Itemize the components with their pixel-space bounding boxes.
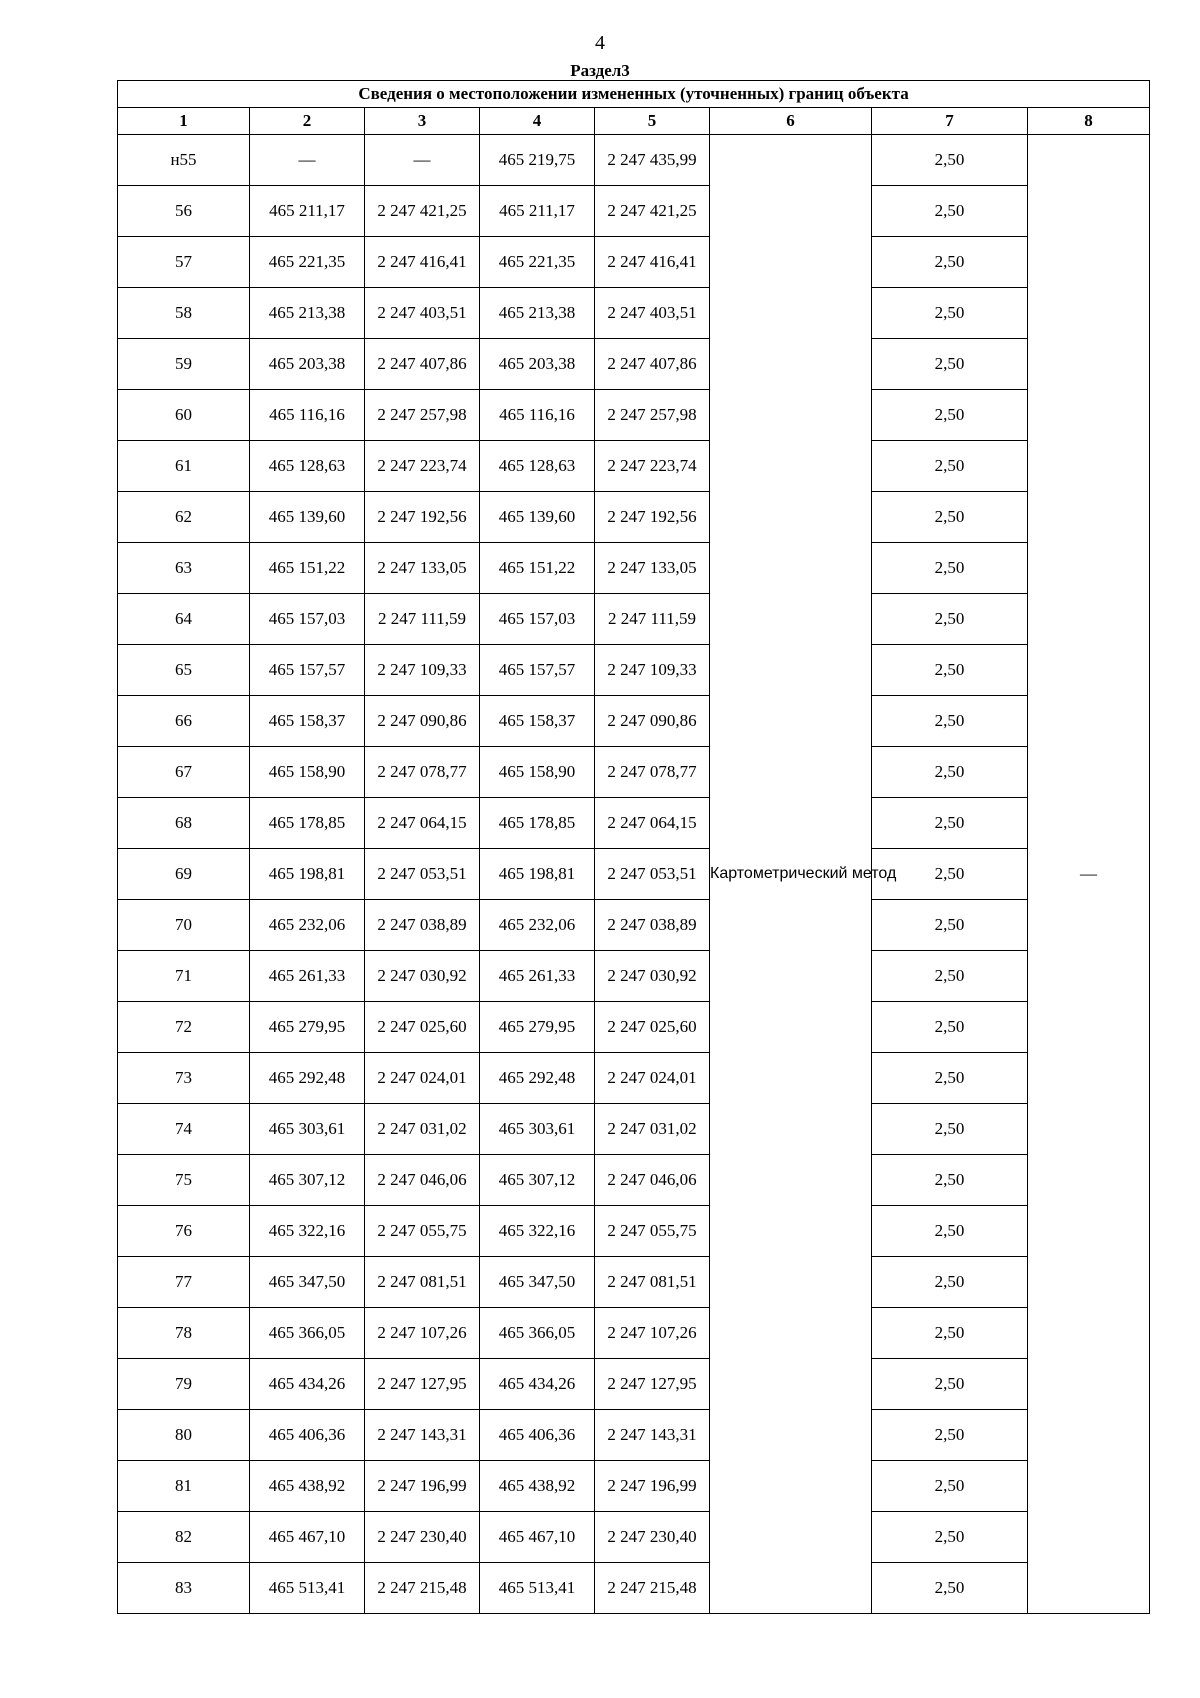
- accuracy-cell: 2,50: [872, 594, 1028, 645]
- new-y-cell: 2 247 257,98: [595, 390, 710, 441]
- table-caption: Сведения о местоположении измененных (уточненных) границ объекта: [118, 81, 1150, 108]
- accuracy-cell: 2,50: [872, 1512, 1028, 1563]
- table-row: [118, 186, 1150, 237]
- table-row: [118, 849, 1150, 900]
- new-x-cell: 465 292,48: [480, 1053, 595, 1104]
- table-row: [118, 696, 1150, 747]
- old-y-cell: 2 247 196,99: [365, 1461, 480, 1512]
- new-x-cell: 465 178,85: [480, 798, 595, 849]
- new-y-cell: 2 247 090,86: [595, 696, 710, 747]
- old-y-cell: 2 247 143,31: [365, 1410, 480, 1461]
- old-y-cell: 2 247 031,02: [365, 1104, 480, 1155]
- old-y-cell: 2 247 078,77: [365, 747, 480, 798]
- old-x-cell: 465 307,12: [250, 1155, 365, 1206]
- old-y-cell: 2 247 223,74: [365, 441, 480, 492]
- new-x-cell: 465 116,16: [480, 390, 595, 441]
- column-8-dash-cell: —: [1028, 135, 1150, 1614]
- point-label-cell: 68: [118, 798, 250, 849]
- old-y-cell: 2 247 055,75: [365, 1206, 480, 1257]
- old-x-cell: 465 513,41: [250, 1563, 365, 1614]
- old-x-cell: 465 347,50: [250, 1257, 365, 1308]
- old-x-cell: 465 292,48: [250, 1053, 365, 1104]
- new-y-cell: 2 247 230,40: [595, 1512, 710, 1563]
- new-x-cell: 465 279,95: [480, 1002, 595, 1053]
- page-number: 4: [595, 32, 605, 54]
- old-y-cell: 2 247 030,92: [365, 951, 480, 1002]
- accuracy-cell: 2,50: [872, 543, 1028, 594]
- point-label-cell: 81: [118, 1461, 250, 1512]
- new-x-cell: 465 303,61: [480, 1104, 595, 1155]
- column-header-5: 5: [595, 108, 710, 135]
- old-y-cell: 2 247 421,25: [365, 186, 480, 237]
- new-y-cell: 2 247 109,33: [595, 645, 710, 696]
- old-y-cell: 2 247 230,40: [365, 1512, 480, 1563]
- accuracy-cell: 2,50: [872, 849, 1028, 900]
- old-y-cell: 2 247 407,86: [365, 339, 480, 390]
- old-x-cell: 465 438,92: [250, 1461, 365, 1512]
- point-label-cell: 76: [118, 1206, 250, 1257]
- table-row: [118, 798, 1150, 849]
- new-x-cell: 465 151,22: [480, 543, 595, 594]
- table-body: [118, 135, 1150, 1614]
- new-x-cell: 465 213,38: [480, 288, 595, 339]
- table-row: [118, 288, 1150, 339]
- point-label-cell: 79: [118, 1359, 250, 1410]
- table-row: [118, 1257, 1150, 1308]
- column-header-3: 3: [365, 108, 480, 135]
- point-label-cell: 58: [118, 288, 250, 339]
- old-x-cell: 465 178,85: [250, 798, 365, 849]
- accuracy-cell: 2,50: [872, 798, 1028, 849]
- accuracy-cell: 2,50: [872, 1410, 1028, 1461]
- new-y-cell: 2 247 403,51: [595, 288, 710, 339]
- old-y-cell: 2 247 107,26: [365, 1308, 480, 1359]
- old-x-cell: 465 128,63: [250, 441, 365, 492]
- column-header-7: 7: [872, 108, 1028, 135]
- point-label-cell: 64: [118, 594, 250, 645]
- old-y-cell: 2 247 081,51: [365, 1257, 480, 1308]
- old-y-cell: 2 247 109,33: [365, 645, 480, 696]
- new-y-cell: 2 247 025,60: [595, 1002, 710, 1053]
- accuracy-cell: 2,50: [872, 951, 1028, 1002]
- new-x-cell: 465 322,16: [480, 1206, 595, 1257]
- table-row: [118, 390, 1150, 441]
- old-y-cell: 2 247 403,51: [365, 288, 480, 339]
- old-x-cell: 465 157,57: [250, 645, 365, 696]
- new-y-cell: 2 247 133,05: [595, 543, 710, 594]
- table-row: [118, 1512, 1150, 1563]
- table-row: [118, 1410, 1150, 1461]
- accuracy-cell: 2,50: [872, 186, 1028, 237]
- old-x-cell: 465 406,36: [250, 1410, 365, 1461]
- old-y-cell: 2 247 038,89: [365, 900, 480, 951]
- old-y-cell: 2 247 127,95: [365, 1359, 480, 1410]
- new-x-cell: 465 198,81: [480, 849, 595, 900]
- point-label-cell: 62: [118, 492, 250, 543]
- new-x-cell: 465 221,35: [480, 237, 595, 288]
- accuracy-cell: 2,50: [872, 441, 1028, 492]
- old-x-cell: 465 158,37: [250, 696, 365, 747]
- boundary-coordinates-table: [117, 80, 1150, 1614]
- new-y-cell: 2 247 064,15: [595, 798, 710, 849]
- new-x-cell: 465 219,75: [480, 135, 595, 186]
- point-label-cell: 71: [118, 951, 250, 1002]
- old-x-cell: 465 366,05: [250, 1308, 365, 1359]
- table-row: [118, 135, 1150, 186]
- old-x-cell: 465 116,16: [250, 390, 365, 441]
- new-y-cell: 2 247 081,51: [595, 1257, 710, 1308]
- table-row: [118, 1053, 1150, 1104]
- table-row: [118, 747, 1150, 798]
- point-label-cell: 83: [118, 1563, 250, 1614]
- table-row: [118, 441, 1150, 492]
- old-x-cell: 465 157,03: [250, 594, 365, 645]
- point-label-cell: 77: [118, 1257, 250, 1308]
- old-x-cell: 465 322,16: [250, 1206, 365, 1257]
- new-x-cell: 465 158,37: [480, 696, 595, 747]
- old-x-cell: 465 221,35: [250, 237, 365, 288]
- table-row: [118, 1155, 1150, 1206]
- accuracy-cell: 2,50: [872, 1461, 1028, 1512]
- new-y-cell: 2 247 143,31: [595, 1410, 710, 1461]
- point-label-cell: н55: [118, 135, 250, 186]
- old-x-cell: 465 303,61: [250, 1104, 365, 1155]
- new-y-cell: 2 247 421,25: [595, 186, 710, 237]
- old-y-cell: 2 247 133,05: [365, 543, 480, 594]
- accuracy-cell: 2,50: [872, 492, 1028, 543]
- table-row: [118, 1002, 1150, 1053]
- table-row: [118, 900, 1150, 951]
- new-x-cell: 465 434,26: [480, 1359, 595, 1410]
- old-y-cell: —: [365, 135, 480, 186]
- new-y-cell: 2 247 055,75: [595, 1206, 710, 1257]
- table-row: [118, 492, 1150, 543]
- old-y-cell: 2 247 024,01: [365, 1053, 480, 1104]
- old-y-cell: 2 247 215,48: [365, 1563, 480, 1614]
- old-y-cell: 2 247 090,86: [365, 696, 480, 747]
- section-title: Раздел3: [570, 61, 630, 80]
- new-x-cell: 465 513,41: [480, 1563, 595, 1614]
- accuracy-cell: 2,50: [872, 900, 1028, 951]
- table-row: [118, 951, 1150, 1002]
- accuracy-cell: 2,50: [872, 237, 1028, 288]
- new-y-cell: 2 247 046,06: [595, 1155, 710, 1206]
- old-y-cell: 2 247 053,51: [365, 849, 480, 900]
- point-label-cell: 80: [118, 1410, 250, 1461]
- new-x-cell: 465 232,06: [480, 900, 595, 951]
- new-y-cell: 2 247 024,01: [595, 1053, 710, 1104]
- point-label-cell: 70: [118, 900, 250, 951]
- new-x-cell: 465 438,92: [480, 1461, 595, 1512]
- point-label-cell: 69: [118, 849, 250, 900]
- point-label-cell: 59: [118, 339, 250, 390]
- point-label-cell: 63: [118, 543, 250, 594]
- table-row: [118, 1563, 1150, 1614]
- new-y-cell: 2 247 407,86: [595, 339, 710, 390]
- accuracy-cell: 2,50: [872, 1563, 1028, 1614]
- accuracy-cell: 2,50: [872, 1053, 1028, 1104]
- point-label-cell: 67: [118, 747, 250, 798]
- accuracy-cell: 2,50: [872, 1104, 1028, 1155]
- old-x-cell: 465 213,38: [250, 288, 365, 339]
- column-header-8: 8: [1028, 108, 1150, 135]
- old-y-cell: 2 247 025,60: [365, 1002, 480, 1053]
- new-x-cell: 465 307,12: [480, 1155, 595, 1206]
- table-row: [118, 339, 1150, 390]
- new-y-cell: 2 247 435,99: [595, 135, 710, 186]
- accuracy-cell: 2,50: [872, 696, 1028, 747]
- new-x-cell: 465 157,03: [480, 594, 595, 645]
- old-x-cell: 465 198,81: [250, 849, 365, 900]
- old-x-cell: —: [250, 135, 365, 186]
- new-y-cell: 2 247 215,48: [595, 1563, 710, 1614]
- table-row: [118, 237, 1150, 288]
- table-row: [118, 1104, 1150, 1155]
- accuracy-cell: 2,50: [872, 339, 1028, 390]
- old-x-cell: 465 261,33: [250, 951, 365, 1002]
- table-row: [118, 543, 1150, 594]
- accuracy-cell: 2,50: [872, 288, 1028, 339]
- old-x-cell: 465 434,26: [250, 1359, 365, 1410]
- new-y-cell: 2 247 416,41: [595, 237, 710, 288]
- new-y-cell: 2 247 038,89: [595, 900, 710, 951]
- table-row: [118, 1461, 1150, 1512]
- new-x-cell: 465 366,05: [480, 1308, 595, 1359]
- accuracy-cell: 2,50: [872, 135, 1028, 186]
- old-y-cell: 2 247 111,59: [365, 594, 480, 645]
- old-x-cell: 465 158,90: [250, 747, 365, 798]
- new-y-cell: 2 247 078,77: [595, 747, 710, 798]
- point-label-cell: 65: [118, 645, 250, 696]
- point-label-cell: 56: [118, 186, 250, 237]
- point-label-cell: 78: [118, 1308, 250, 1359]
- old-x-cell: 465 232,06: [250, 900, 365, 951]
- table-row: [118, 645, 1150, 696]
- point-label-cell: 57: [118, 237, 250, 288]
- new-x-cell: 465 139,60: [480, 492, 595, 543]
- new-x-cell: 465 406,36: [480, 1410, 595, 1461]
- column-header-1: 1: [118, 108, 250, 135]
- point-label-cell: 60: [118, 390, 250, 441]
- accuracy-cell: 2,50: [872, 1155, 1028, 1206]
- accuracy-cell: 2,50: [872, 1206, 1028, 1257]
- column-header-row: [118, 108, 1150, 135]
- table-row: [118, 1308, 1150, 1359]
- new-x-cell: 465 128,63: [480, 441, 595, 492]
- column-header-2: 2: [250, 108, 365, 135]
- accuracy-cell: 2,50: [872, 1257, 1028, 1308]
- new-y-cell: 2 247 031,02: [595, 1104, 710, 1155]
- point-label-cell: 72: [118, 1002, 250, 1053]
- new-y-cell: 2 247 223,74: [595, 441, 710, 492]
- old-y-cell: 2 247 064,15: [365, 798, 480, 849]
- new-y-cell: 2 247 127,95: [595, 1359, 710, 1410]
- new-x-cell: 465 158,90: [480, 747, 595, 798]
- method-cell: Картометрический метод: [710, 135, 872, 1614]
- accuracy-cell: 2,50: [872, 1002, 1028, 1053]
- new-y-cell: 2 247 111,59: [595, 594, 710, 645]
- old-y-cell: 2 247 046,06: [365, 1155, 480, 1206]
- new-y-cell: 2 247 053,51: [595, 849, 710, 900]
- column-header-6: 6: [710, 108, 872, 135]
- table-row: [118, 1359, 1150, 1410]
- table-row: [118, 594, 1150, 645]
- old-x-cell: 465 467,10: [250, 1512, 365, 1563]
- new-y-cell: 2 247 196,99: [595, 1461, 710, 1512]
- new-y-cell: 2 247 192,56: [595, 492, 710, 543]
- point-label-cell: 66: [118, 696, 250, 747]
- old-y-cell: 2 247 257,98: [365, 390, 480, 441]
- old-y-cell: 2 247 192,56: [365, 492, 480, 543]
- old-x-cell: 465 139,60: [250, 492, 365, 543]
- new-y-cell: 2 247 030,92: [595, 951, 710, 1002]
- new-x-cell: 465 261,33: [480, 951, 595, 1002]
- point-label-cell: 75: [118, 1155, 250, 1206]
- accuracy-cell: 2,50: [872, 645, 1028, 696]
- new-x-cell: 465 467,10: [480, 1512, 595, 1563]
- accuracy-cell: 2,50: [872, 390, 1028, 441]
- table-row: [118, 1206, 1150, 1257]
- old-x-cell: 465 211,17: [250, 186, 365, 237]
- old-x-cell: 465 279,95: [250, 1002, 365, 1053]
- new-y-cell: 2 247 107,26: [595, 1308, 710, 1359]
- new-x-cell: 465 203,38: [480, 339, 595, 390]
- old-y-cell: 2 247 416,41: [365, 237, 480, 288]
- column-header-4: 4: [480, 108, 595, 135]
- point-label-cell: 82: [118, 1512, 250, 1563]
- old-x-cell: 465 151,22: [250, 543, 365, 594]
- new-x-cell: 465 211,17: [480, 186, 595, 237]
- old-x-cell: 465 203,38: [250, 339, 365, 390]
- point-label-cell: 61: [118, 441, 250, 492]
- accuracy-cell: 2,50: [872, 1308, 1028, 1359]
- new-x-cell: 465 157,57: [480, 645, 595, 696]
- accuracy-cell: 2,50: [872, 747, 1028, 798]
- accuracy-cell: 2,50: [872, 1359, 1028, 1410]
- new-x-cell: 465 347,50: [480, 1257, 595, 1308]
- point-label-cell: 74: [118, 1104, 250, 1155]
- point-label-cell: 73: [118, 1053, 250, 1104]
